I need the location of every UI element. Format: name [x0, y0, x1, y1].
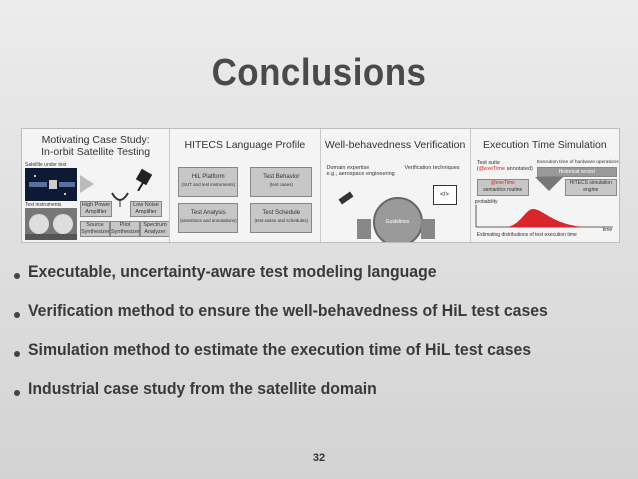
left-support	[357, 219, 371, 239]
hitecs-profile-panel	[170, 129, 320, 242]
spectrum-analyzer: Spectrum Analyzer	[140, 221, 170, 237]
hitecs-profile-title: HITECS Language Profile	[184, 139, 306, 151]
test-schedule-sub: (test suites and schedules)	[254, 218, 309, 223]
domain-expertise-label: Domain expertise e.g., aerospace engineering	[326, 165, 395, 177]
historical-record: Historical record	[537, 167, 617, 177]
test-behavior-box	[250, 167, 312, 197]
guidelines-gear-icon	[373, 197, 423, 242]
semantics-label: semantics routine	[483, 187, 523, 193]
instruments-label: Test instruments	[25, 202, 62, 208]
simulation-panel	[471, 129, 619, 242]
test-analysis-sub: (assertions and annotations)	[179, 218, 237, 223]
code-icon-text: </>	[440, 192, 449, 198]
merge-arrow-icon	[535, 177, 563, 191]
satellite-image	[25, 168, 77, 201]
hil-platform-box	[178, 167, 238, 197]
arrow-to-antenna	[80, 175, 94, 193]
test-schedule-box	[250, 203, 312, 233]
satellite-small-icon	[335, 187, 357, 214]
distribution-plot	[475, 205, 615, 229]
conclusion-list	[14, 262, 587, 418]
right-support	[421, 219, 435, 239]
high-power-amplifier: High Power Amplifier	[81, 202, 111, 215]
bullet-dot	[14, 273, 20, 279]
test-behavior-label: Test Behavior	[263, 174, 300, 180]
bullet-text: Verification method to ensure the well-behavedness of HiL test cases	[28, 301, 548, 320]
list-item	[14, 262, 587, 301]
dish-icon	[110, 191, 130, 212]
motivating-case-panel	[22, 129, 170, 242]
pilot-synthesizer: Pilot Synthesizer	[111, 222, 140, 235]
exetime-label: @exeTime	[490, 180, 515, 186]
annotated-label: (@exeTime annotated)	[476, 166, 533, 172]
antenna-icon	[134, 167, 156, 196]
verification-panel	[321, 129, 471, 242]
bullet-text: Industrial case study from the satellite domain	[28, 379, 377, 398]
hil-platform-sub: (SUT and test instruments)	[181, 182, 236, 187]
test-analysis-label: Test Analysis	[190, 210, 226, 216]
hw-ops-label: Execution time of hardware operations	[536, 160, 619, 165]
motivating-case-title: Motivating Case Study: In-orbit Satellite Testing	[41, 134, 151, 158]
hil-platform-label: HiL Platform	[191, 174, 225, 180]
list-item	[14, 340, 587, 379]
test-analysis-box	[178, 203, 238, 233]
low-noise-amplifier: Low Noise Amplifier	[130, 201, 162, 217]
verification-title: Well-behavedness Verification	[324, 139, 466, 151]
test-behavior-sub: (test cases)	[269, 182, 293, 187]
bullet-dot	[14, 351, 20, 357]
list-item	[14, 301, 587, 340]
bullet-dot	[14, 390, 20, 396]
source-synthesizer: Source Synthesizer	[81, 222, 110, 235]
simulation-title: Execution Time Simulation	[483, 139, 607, 151]
estimating-label: Estimating distributions of test execution time	[476, 232, 577, 238]
test-schedule-label: Test Schedule	[262, 210, 301, 216]
exetime-routine-box	[477, 179, 529, 196]
code-window-icon	[433, 185, 457, 205]
guidelines-label: Guidelines	[385, 219, 410, 225]
satellite-icon	[25, 168, 77, 201]
simulation-engine-box: HITECS simulation engine	[565, 179, 617, 196]
bullet-text: Simulation method to estimate the execution time of HiL test cases	[28, 340, 532, 359]
test-instruments-image	[25, 208, 77, 240]
bullet-dot	[14, 312, 20, 318]
overview-banner	[21, 128, 620, 243]
instruments-icon	[25, 208, 77, 240]
verification-techniques-label: Verification techniques	[404, 165, 460, 171]
list-item	[14, 379, 587, 418]
slide-title: Conclusions	[211, 52, 427, 94]
bullet-text: Executable, uncertainty-aware test modeling language	[28, 262, 437, 281]
probability-axis-label: probability	[474, 199, 498, 205]
test-suite-label: Test suite	[476, 160, 500, 166]
page-number: 32	[312, 452, 326, 464]
time-axis-label: time	[602, 227, 613, 233]
satellite-label: Satellite under test	[25, 162, 67, 168]
